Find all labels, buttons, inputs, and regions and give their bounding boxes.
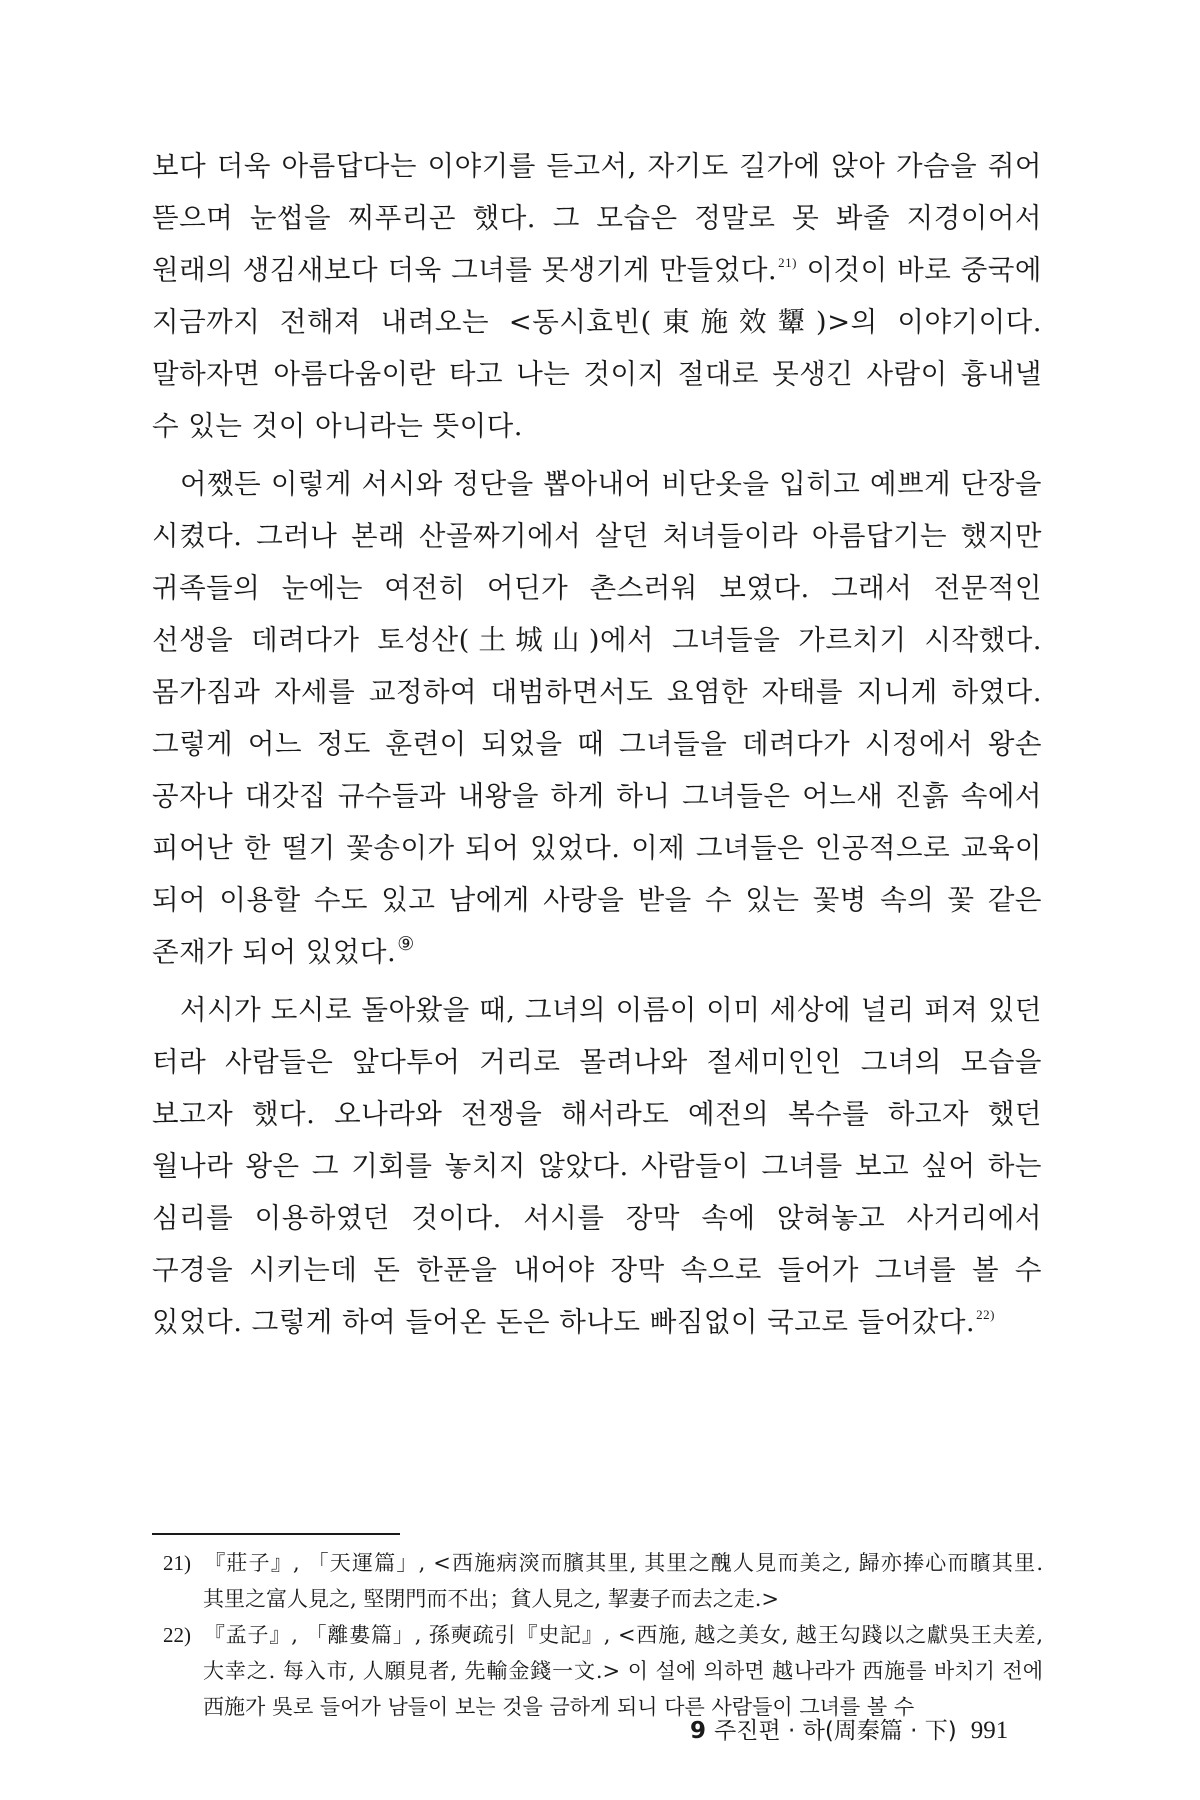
footnote-21 <box>163 1545 1043 1617</box>
footnote-text: 『莊子』, 「天運篇」, <西施病㴱而臏其里, 其里之醜人見而美之, 歸亦捧心而矉其里. 其里之富人見之, 堅閉門而不出；貧人見之, 挈妻子而去之走.> <box>203 1551 1043 1611</box>
paragraph-1-tail: 이것이 바로 중국에 지금까지 전해져 내려오는 <동시효빈(東施效顰)>의 이야기이다. 말하자면 아름다움이란 타고 나는 것이지 절대로 못생긴 사람이 흉내낼 수 있는 것이 아니라는 뜻이다. <box>152 254 1042 442</box>
paragraph-1-text: 보다 더욱 아름답다는 이야기를 듣고서, 자기도 길가에 앉아 가슴을 쥐어 뜯으며 눈썹을 찌푸리곤 했다. 그 모습은 정말로 못 봐줄 지경이어서 원래의 생김새보다 더욱 그녀를 못생기게 만들었다. <box>152 150 1042 286</box>
footnote-number: 21) <box>163 1551 191 1575</box>
paragraph-2-text: 어쨌든 이렇게 서시와 정단을 뽑아내어 비단옷을 입히고 예쁘게 단장을 시켰다. 그러나 본래 산골짜기에서 살던 처녀들이라 아름답기는 했지만 귀족들의 눈에는 여전히 어딘가 촌스러워 보였다. 그래서 전문적인 선생을 데려다가 토성산(土城山)에서 그녀들을 가르치기 시작했다. 몸가짐과 자세를 교정하여 대범하면서도 요염한 자태를 지니게 하였다. 그렇게 어느 정도 훈련이 되었을 때 그녀들을 데려다가 시정에서 왕손 공자나 대갓집 규수들과 내왕을 하게 하니 그녀들은 어느새 진흙 속에서 피어난 한 떨기 꽃송이가 되어 있었다. 이제 그녀들은 인공적으로 교육이 되어 이용할 수도 있고 남에게 사랑을 받을 수 있는 꽃병 속의 꽃 같은 존재가 되어 있었다. <box>152 468 1042 968</box>
paragraph-3-text: 서시가 도시로 돌아왔을 때, 그녀의 이름이 이미 세상에 널리 퍼져 있던 터라 사람들은 앞다투어 거리로 몰려나와 절세미인인 그녀의 모습을 보고자 했다. 오나라와 전쟁을 해서라도 예전의 복수를 하고자 했던 월나라 왕은 그 기회를 놓치지 않았다. 사람들이 그녀를 보고 싶어 하는 심리를 이용하였던 것이다. 서시를 장막 속에 앉혀놓고 사거리에서 구경을 시키는데 돈 한푼을 내어야 장막 속으로 들어가 그녀를 볼 수 있었다. 그렇게 하여 들어온 돈은 하나도 빠짐없이 국고로 들어갔다. <box>152 994 1042 1338</box>
paragraph-1 <box>152 140 1042 452</box>
footnote-number: 22) <box>163 1623 191 1647</box>
chapter-title: 주진편 · 하(周秦篇 · 下) <box>714 1718 957 1744</box>
page-number: 991 <box>970 1717 1009 1744</box>
footnote-ref-22[interactable]: 22) <box>976 1307 996 1322</box>
running-footer <box>690 1712 1008 1745</box>
footnote-22 <box>163 1617 1043 1725</box>
footnote-text: 『孟子』, 「離婁篇」, 孫奭疏引『史記』, <西施, 越之美女, 越王勾踐以之獻吳王夫差, 大幸之. 每入市, 人願見者, 先輸金錢一文.> 이 설에 의하면 越나라가 西施를 바치기 전에 西施가 吳로 들어가 남들이 보는 것을 금하게 되니 다른 사람들이 그녀를 볼 수 <box>203 1623 1043 1719</box>
footnotes <box>163 1545 1043 1725</box>
footnote-divider <box>152 1533 400 1535</box>
paragraph-2 <box>152 458 1042 978</box>
chapter-number: 9 <box>690 1718 707 1744</box>
footnote-ref-21[interactable]: 21) <box>778 255 797 270</box>
body-text <box>152 140 1042 1348</box>
paragraph-3 <box>152 984 1042 1348</box>
endnote-ref-9[interactable]: ⑨ <box>397 933 415 955</box>
